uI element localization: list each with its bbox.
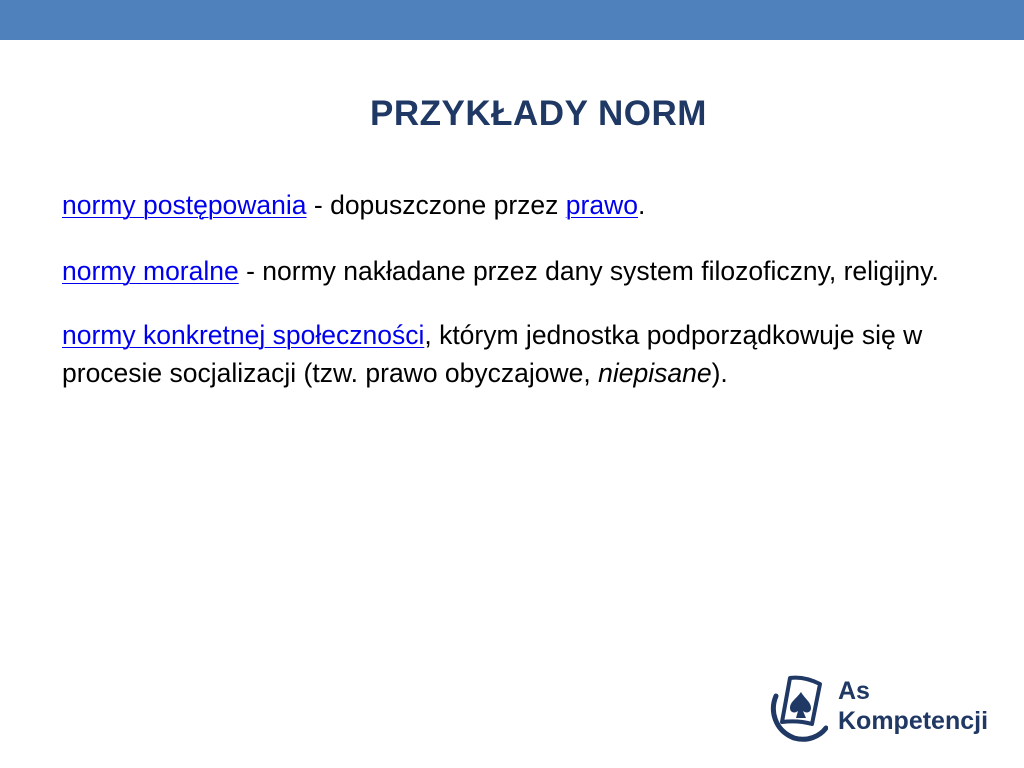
paragraph-text: , którym jednostka podporządkowuje się w procesie socjalizacji (tzw. prawo obyczajowe, bbox=[62, 320, 923, 388]
spade-card-icon bbox=[768, 674, 828, 742]
logo-line-1: As bbox=[838, 677, 870, 705]
link-normy-konkretnej-spolecznosci[interactable]: normy konkretnej społeczności bbox=[62, 320, 425, 350]
link-prawo[interactable]: prawo bbox=[565, 190, 638, 220]
paragraph-text-end: . bbox=[637, 190, 646, 220]
slide-body bbox=[62, 186, 942, 420]
italic-text: niepisane bbox=[598, 358, 712, 388]
paragraph-community-norms bbox=[62, 316, 942, 392]
paragraph-text: - normy nakładane przez dany system filozoficzny, religijny. bbox=[238, 256, 939, 286]
paragraph-text: - dopuszczone przez bbox=[306, 190, 566, 220]
slide-title: PRZYKŁADY NORM bbox=[370, 94, 707, 133]
paragraph-text-end: ). bbox=[711, 358, 728, 388]
logo-as-kompetencji bbox=[768, 674, 998, 746]
logo-line-2: Kompetencji bbox=[838, 707, 989, 735]
paragraph-conduct-norms bbox=[62, 186, 942, 224]
logo-text bbox=[838, 676, 988, 736]
paragraph-moral-norms bbox=[62, 252, 942, 290]
top-accent-bar bbox=[0, 0, 1024, 40]
link-normy-postepowania[interactable]: normy postępowania bbox=[62, 190, 307, 220]
link-normy-moralne[interactable]: normy moralne bbox=[62, 256, 239, 286]
